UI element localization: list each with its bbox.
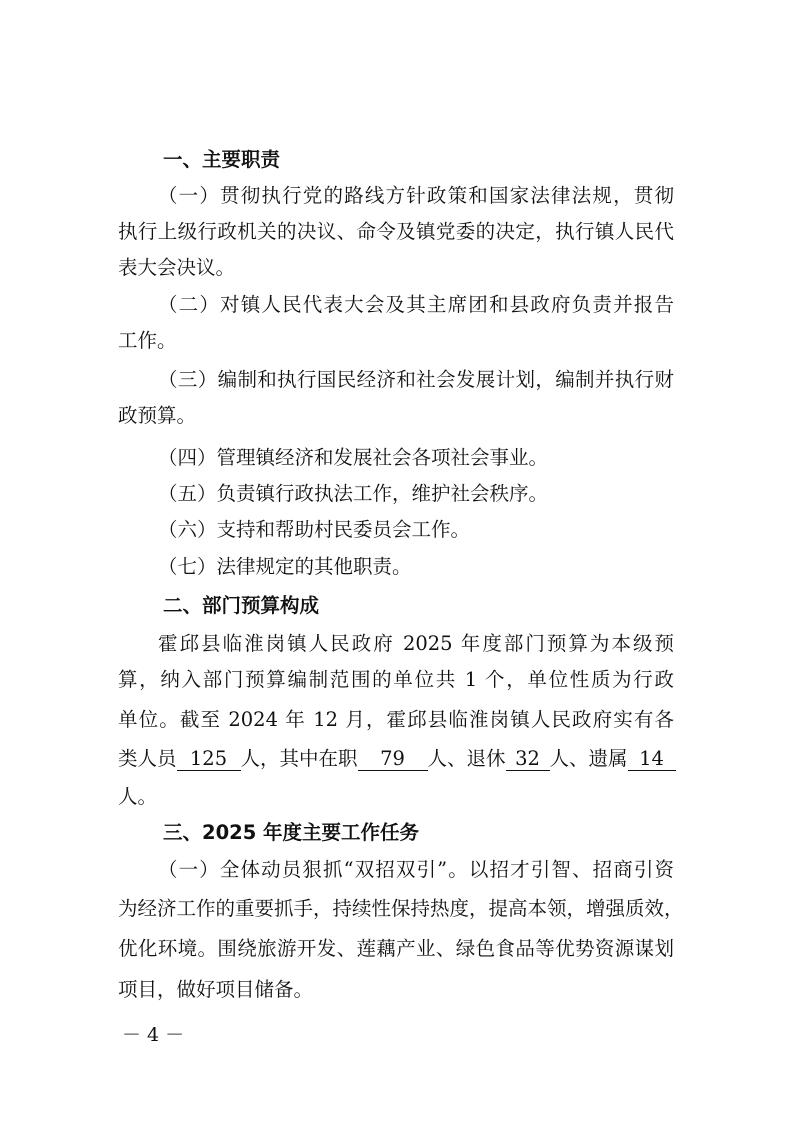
budget-para-line-3: 单位。截至 2024 年 12 月，霍邱县临淮岗镇人民政府实有各 bbox=[118, 708, 674, 731]
task-para-line-4: 项目，做好项目储备。 bbox=[118, 978, 314, 1001]
duty-item-4: （四）管理镇经济和发展社会各项社会事业。 bbox=[158, 446, 549, 469]
active-label: 人，其中在职 bbox=[240, 747, 358, 770]
duty-item-1-line-2: 执行上级行政机关的决议、命令及镇党委的决定，执行镇人民代 bbox=[118, 220, 674, 243]
task-para-line-3: 优化环境。围绕旅游开发、莲藕产业、绿色食品等优势资源谋划 bbox=[118, 937, 674, 960]
duty-item-5: （五）负责镇行政执法工作，维护社会秩序。 bbox=[158, 482, 549, 505]
duty-item-2-line-2: 工作。 bbox=[118, 329, 177, 352]
survivors-value: 14 bbox=[628, 748, 676, 771]
survivors-label: 人、遗属 bbox=[549, 747, 628, 770]
active-staff-value: 79 bbox=[358, 748, 428, 771]
duty-item-3-line-1: （三）编制和执行国民经济和社会发展计划，编制并执行财 bbox=[158, 368, 674, 391]
duty-item-1-line-3: 表大会决议。 bbox=[118, 256, 236, 279]
page-number: － 4 － bbox=[122, 1024, 185, 1046]
section-heading-budget-structure: 二、部门预算构成 bbox=[163, 594, 320, 617]
staff-total-value: 125 bbox=[177, 748, 241, 771]
staff-label: 类人员 bbox=[118, 747, 177, 770]
retired-label: 人、退休 bbox=[427, 747, 506, 770]
duty-item-2-line-1: （二）对镇人民代表大会及其主席团和县政府负责并报告 bbox=[158, 293, 674, 316]
section-heading-duties: 一、主要职责 bbox=[163, 148, 281, 171]
budget-para-line-4 bbox=[118, 746, 676, 772]
duty-item-1-line-1: （一）贯彻执行党的路线方针政策和国家法律法规，贯彻 bbox=[158, 184, 674, 207]
task-para-line-2: 为经济工作的重要抓手，持续性保持热度，提高本领，增强质效， bbox=[118, 897, 684, 920]
budget-para-line-5: 人。 bbox=[118, 785, 158, 808]
budget-para-line-1: 霍邱县临淮岗镇人民政府 2025 年度部门预算为本级预 bbox=[158, 632, 674, 655]
section-heading-tasks: 三、2025 年度主要工作任务 bbox=[163, 821, 420, 844]
budget-para-line-2: 算，纳入部门预算编制范围的单位共 1 个，单位性质为行政 bbox=[118, 668, 674, 691]
retired-staff-value: 32 bbox=[506, 748, 550, 771]
duty-item-6: （六）支持和帮助村民委员会工作。 bbox=[158, 518, 471, 541]
duty-item-3-line-2: 政预算。 bbox=[118, 404, 197, 427]
task-para-line-1: （一）全体动员狠抓“双招双引”。以招才引智、招商引资 bbox=[158, 858, 674, 881]
duty-item-7: （七）法律规定的其他职责。 bbox=[158, 555, 412, 578]
